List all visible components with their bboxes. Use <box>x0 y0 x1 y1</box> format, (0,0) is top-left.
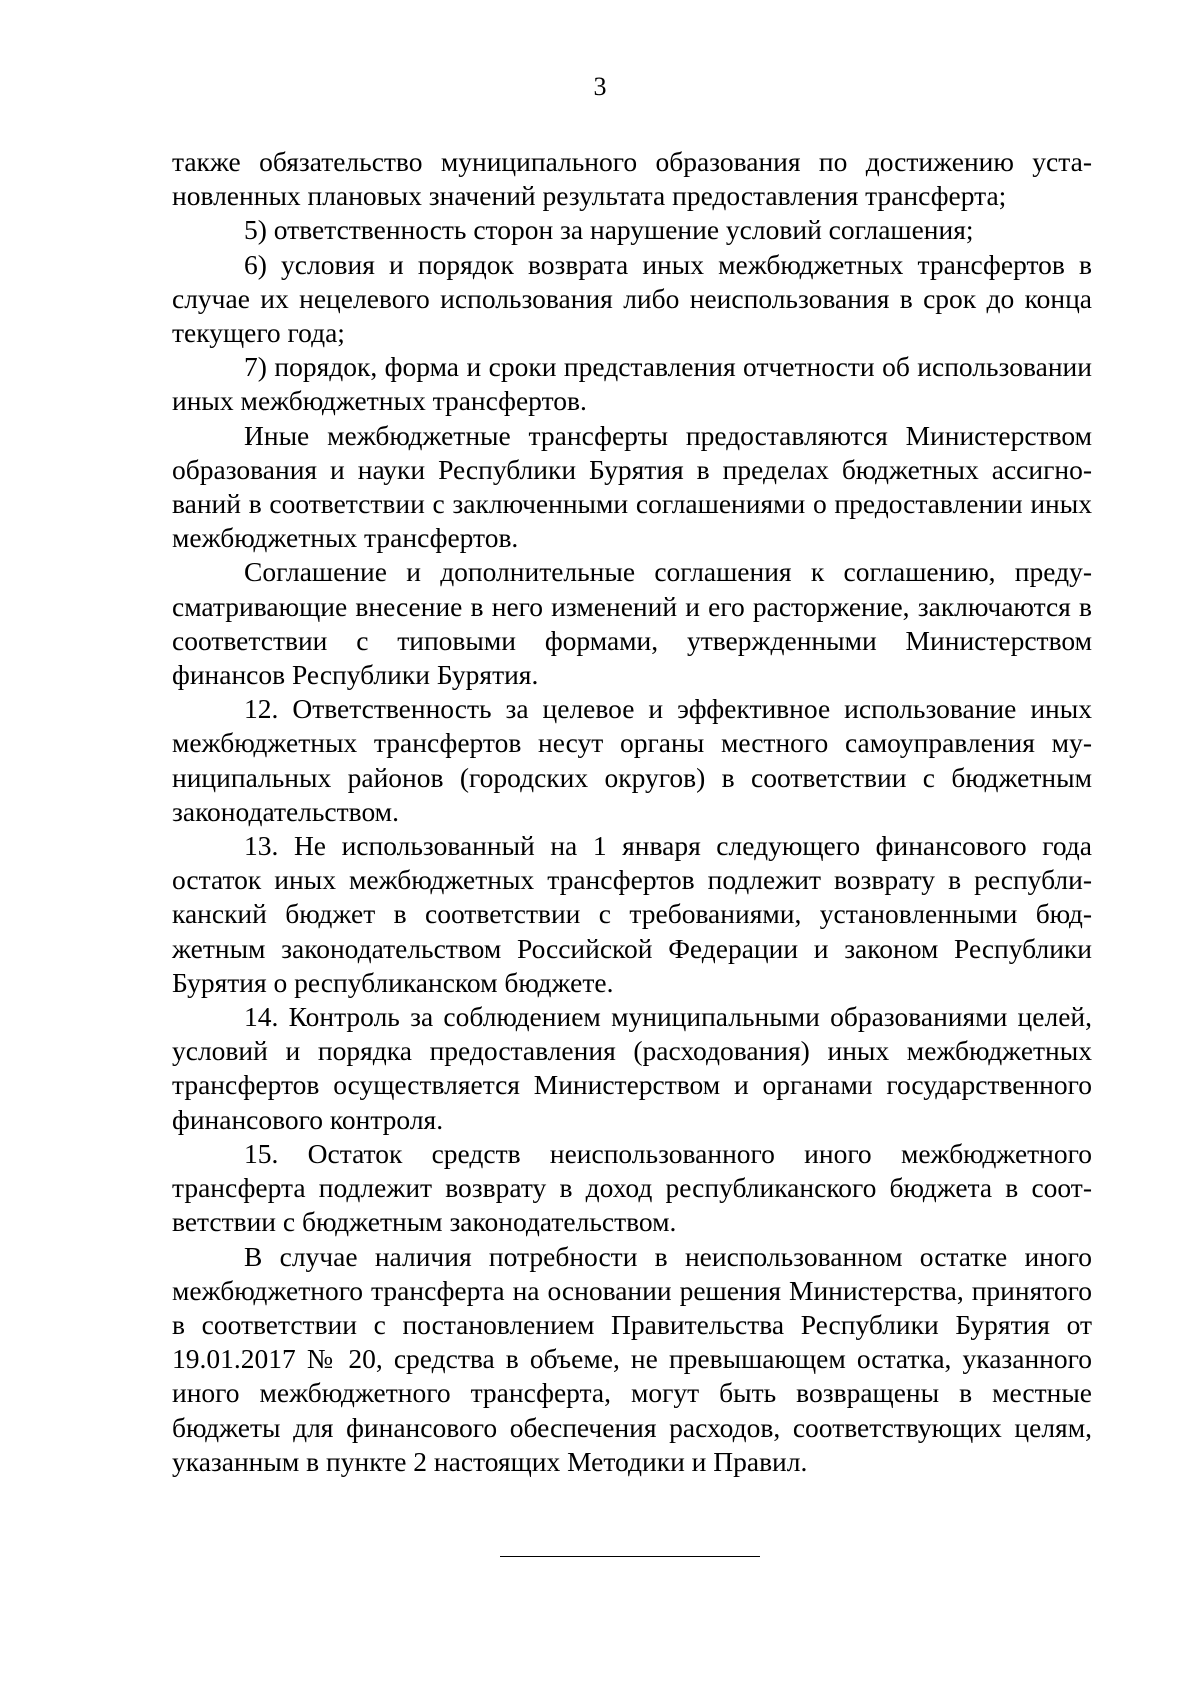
paragraph-agreement-forms: Соглашение и дополнительные соглашения к соглашению, предусматривающие внесение в него изменений и его расторжение, заключаются в соответствии с типовыми формами, утвержденными Министерством финансов Республики Бурятия. <box>172 556 1092 691</box>
end-of-document-rule <box>500 1556 760 1557</box>
paragraph-item-6: 6) условия и порядок возврата иных межбюджетных трансфертов в случае их нецелевого использования либо неиспользования в срок до конца текущего года; <box>172 248 1092 349</box>
paragraph-remainder-return: В случае наличия потребности в неиспользованном остатке иного межбюджетного трансферта на основании решения Министерства, принятого в соответствии с постановлением Правительства Республики Бурятия от 19.01.2017 № 20, средства в объеме, не превышающем остатка, указанного иного межбюджетного трансферта, могут быть возвращены в местные бюджеты для финансового обеспечения расходов, соответствующих целям, указанным в пункте 2 настоящих Методики и Правил. <box>172 1240 1092 1477</box>
page-number: 3 <box>593 72 607 101</box>
paragraph-item-5: 5) ответственность сторон за нарушение условий соглашения; <box>244 214 974 246</box>
paragraph-clause-12: 12. Ответственность за целевое и эффективное использование иных межбюджетных трансфертов несут органы местного самоуправления муниципальных районов (городских округов) в соответствии с бюджетным законодательством. <box>172 693 1092 827</box>
body-text <box>172 145 1092 1479</box>
paragraph-continuation: также обязательство муниципального образования по достижению установленных плановых значений результата предоставления трансферта; <box>172 146 1092 212</box>
paragraph-clause-14: 14. Контроль за соблюдением муниципальными образованиями целей, условий и порядка предоставления (расходования) иных межбюджетных трансфертов осуществляется Министерством и органами государственного финансового контроля. <box>172 1001 1092 1135</box>
paragraph-clause-15: 15. Остаток средств неиспользованного иного межбюджетного трансферта подлежит возврату в доход республиканского бюджета в соответствии с бюджетным законодательством. <box>172 1137 1092 1238</box>
paragraph-transfers-provision: Иные межбюджетные трансферты предоставляются Министерством образования и науки Республики Бурятия в пределах бюджетных ассигнований в соответствии с заключенными соглашениями о предоставлении иных межбюджетных трансфертов. <box>172 419 1092 554</box>
paragraph-clause-13: 13. Не использованный на 1 января следующего финансового года остаток иных межбюджетных трансфертов подлежит возврату в республиканский бюджет в соответствии с требованиями, установленными бюджетным законодательством Российской Федерации и законом Республики Бурятия о республиканском бюджете. <box>172 830 1092 998</box>
paragraph-item-7: 7) порядок, форма и сроки представления отчетности об использовании иных межбюджетных трансфертов. <box>172 351 1092 417</box>
